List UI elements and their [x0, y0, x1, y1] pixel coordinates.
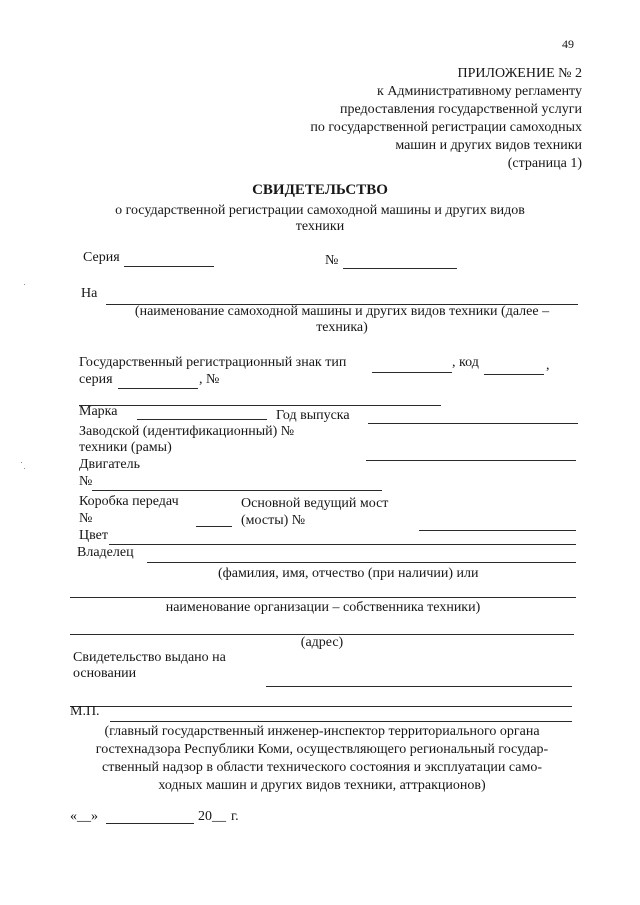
- gearbox-number-label: №: [79, 511, 93, 526]
- issued-label: Свидетельство выдано на: [73, 650, 226, 665]
- factory-number-label: Заводской (идентификационный) №: [79, 424, 295, 439]
- date-year: 20__: [198, 809, 226, 824]
- gearbox-label: Коробка передач: [79, 494, 179, 509]
- engine-number-label: №: [79, 474, 93, 489]
- issued-label: основании: [73, 666, 137, 681]
- series-lower-line[interactable]: [118, 388, 198, 389]
- document-subtitle: о государственной регистрации самоходной машины и других видов: [115, 203, 525, 218]
- on-label: На: [81, 286, 98, 301]
- series-label: Серия: [83, 250, 120, 265]
- page-number: 49: [562, 37, 574, 51]
- document-title: СВИДЕТЕЛЬСТВО: [252, 182, 388, 198]
- scan-speck: [21, 462, 22, 463]
- year-line[interactable]: [368, 423, 578, 424]
- issued-basis-line-2[interactable]: [70, 706, 572, 707]
- code-line[interactable]: [484, 374, 544, 375]
- gearbox-number-line[interactable]: [196, 526, 232, 527]
- header-line: предоставления государственной услуги: [340, 102, 582, 117]
- number-field-line[interactable]: [343, 268, 457, 269]
- header-line: машин и других видов техники: [395, 138, 582, 153]
- drive-axle-label: (мосты) №: [241, 513, 306, 528]
- color-line[interactable]: [109, 544, 576, 545]
- owner-note: наименование организации – собственника техники): [165, 600, 481, 615]
- stamp-label: М.П.: [70, 704, 100, 719]
- header-line: (страница 1): [507, 156, 582, 171]
- inspector-line[interactable]: [110, 721, 572, 722]
- inspector-note: ходных машин и других видов техники, аттракционов): [158, 778, 486, 793]
- inspector-note: (главный государственный инженер-инспектор территориального органа: [104, 724, 540, 739]
- color-label: Цвет: [79, 528, 108, 543]
- drive-axle-line[interactable]: [419, 530, 576, 531]
- header-line: к Административному регламенту: [377, 84, 582, 99]
- owner-label: Владелец: [77, 545, 134, 560]
- inspector-note: гостехнадзора Республики Коми, осуществляющего региональный государ-: [95, 742, 549, 757]
- reg-number-line[interactable]: [79, 405, 441, 406]
- scan-speck: [24, 468, 25, 469]
- number-label: №: [325, 253, 339, 268]
- owner-note: (фамилия, имя, отчество (при наличии) или: [218, 566, 479, 581]
- header-line: ПРИЛОЖЕНИЕ № 2: [457, 66, 582, 81]
- drive-axle-label: Основной ведущий мост: [241, 496, 389, 511]
- date-month-line[interactable]: [106, 823, 194, 824]
- code-comma: ,: [546, 358, 550, 373]
- series-lower-label: серия: [79, 372, 113, 387]
- year-label: Год выпуска: [276, 408, 350, 423]
- brand-line[interactable]: [137, 419, 267, 420]
- scan-speck: [24, 284, 25, 285]
- header-line: по государственной регистрации самоходных: [310, 120, 582, 135]
- date-year-suffix: г.: [231, 809, 239, 824]
- vehicle-name-note: техника): [316, 320, 368, 335]
- code-label: , код: [452, 355, 479, 370]
- factory-number-label: техники (рамы): [79, 440, 172, 455]
- issued-basis-line[interactable]: [266, 686, 572, 687]
- address-note: (адрес): [300, 635, 344, 650]
- series-number-label: , №: [199, 372, 220, 387]
- engine-number-line[interactable]: [92, 490, 382, 491]
- inspector-note: ственный надзор в области технического состояния и эксплуатации само-: [102, 760, 542, 775]
- engine-label: Двигатель: [79, 457, 140, 472]
- document-subtitle: техники: [295, 219, 345, 234]
- brand-label: Марка: [79, 404, 118, 419]
- owner-line[interactable]: [147, 562, 576, 563]
- series-field-line[interactable]: [124, 266, 214, 267]
- owner-line-2[interactable]: [70, 597, 576, 598]
- reg-sign-type-line[interactable]: [372, 372, 452, 373]
- date-day: «__»: [70, 809, 98, 824]
- factory-number-line[interactable]: [366, 460, 576, 461]
- reg-sign-label: Государственный регистрационный знак тип: [79, 355, 347, 370]
- vehicle-name-note: (наименование самоходной машины и других видов техники (далее –: [134, 304, 550, 319]
